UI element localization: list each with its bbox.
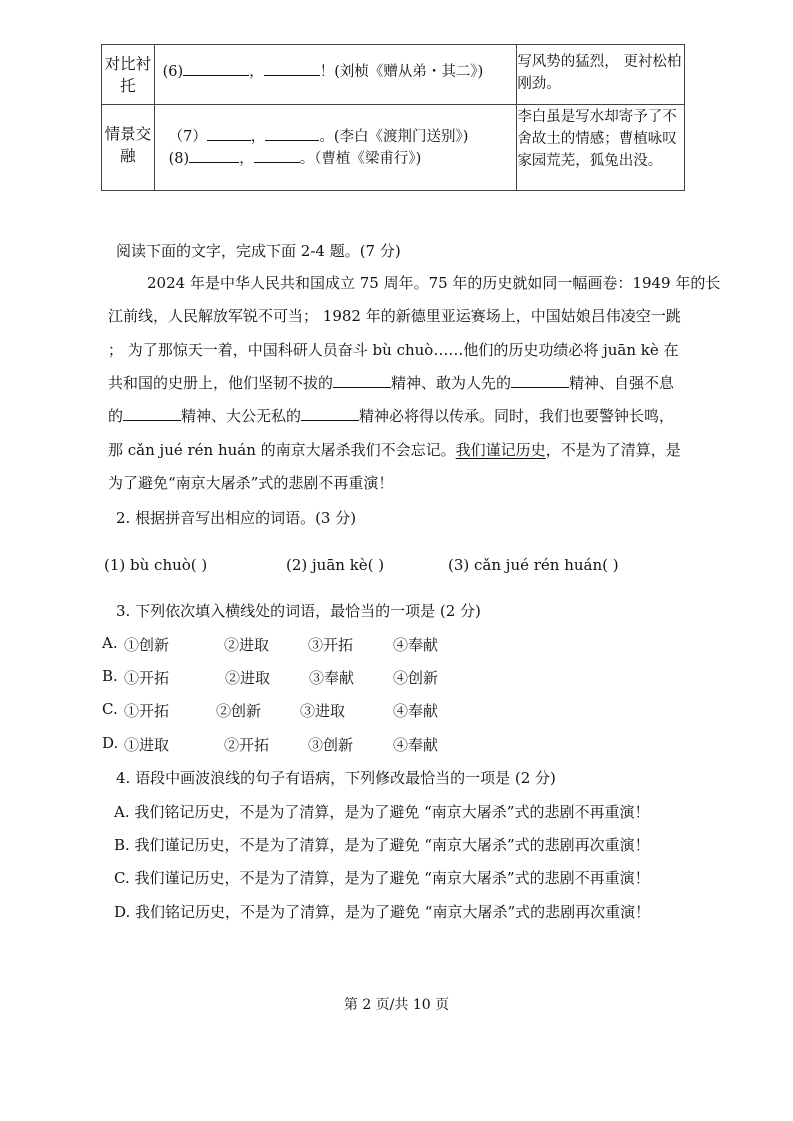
question-3-stem: 3. 下列依次填入横线处的词语，最恰当的一项是 (2 分): [116, 602, 481, 620]
answer-blank[interactable]: [189, 148, 239, 163]
category-line: 情景交: [104, 125, 152, 143]
option-word: ①创新: [124, 636, 170, 654]
quote-source: (刘桢《赠从弟・其二》): [334, 64, 484, 80]
separator: ，: [250, 129, 266, 145]
option-word: ②进取: [224, 636, 270, 654]
passage-text: 的: [108, 407, 124, 425]
wavy-underlined-sentence: 我们谨记历史: [455, 441, 546, 459]
note-cell: [517, 105, 685, 191]
fill-blank[interactable]: [123, 406, 181, 421]
quote-number: （7）: [168, 129, 207, 145]
separator: ，: [239, 151, 254, 167]
fill-blank[interactable]: [333, 373, 391, 388]
note-text: 李白虽是写水却寄予了不舍故土的情感；曹植咏叹家园荒芜，狐兔出没。: [517, 109, 677, 169]
option-word: ④奉献: [393, 636, 439, 654]
option-word: ④奉献: [393, 736, 439, 754]
option-b[interactable]: B. 我们谨记历史，不是为了清算，是为了避免 “南京大屠杀”式的悲剧再次重演！: [114, 836, 650, 854]
passage-text: 精神、大公无私的: [181, 407, 302, 425]
option-word: ③奉献: [309, 669, 355, 687]
option-word: ②进取: [225, 669, 271, 687]
passage-text: 共和国的史册上，他们坚韧不拔的: [108, 374, 334, 392]
passage-intro: 阅读下面的文字，完成下面 2-4 题。(7 分): [116, 242, 401, 260]
quote-cell: [154, 45, 517, 105]
category-cell: [102, 45, 155, 105]
quote-number: (8): [168, 151, 190, 167]
option-word: ①开拓: [124, 702, 170, 720]
fill-blank[interactable]: [301, 406, 359, 421]
option-word: ②创新: [216, 702, 262, 720]
quote-source: (李白《渡荆门送别》): [333, 129, 469, 145]
separator: ，: [249, 64, 264, 80]
page-number: 第 2 页/共 10 页: [343, 997, 450, 1013]
passage-text: 精神、敢为人先的: [391, 374, 512, 392]
option-word: ①开拓: [124, 669, 170, 687]
answer-blank[interactable]: [264, 61, 320, 76]
question-4-stem: 4. 语段中画波浪线的句子有语病，下列修改最恰当的一项是 (2 分): [116, 769, 556, 787]
option-word: ②开拓: [224, 736, 270, 754]
passage-text: 那 cǎn jué rén huán 的南京大屠杀我们不会忘记。: [108, 441, 456, 459]
option-a[interactable]: A. 我们铭记历史，不是为了清算，是为了避免 “南京大屠杀”式的悲剧不再重演！: [114, 803, 650, 821]
answer-blank[interactable]: [265, 126, 319, 141]
q2-item: (1) bù chuò( ): [104, 556, 208, 574]
q2-item: (2) juān kè( ): [286, 556, 385, 574]
punctuation: ！: [319, 64, 335, 80]
passage-line: ； 为了那惊天一着，中国科研人员奋斗 bù chuò……他们的历史功绩必将 juān kè 在: [108, 341, 679, 359]
fill-blank[interactable]: [511, 373, 569, 388]
option-word: ③进取: [300, 702, 346, 720]
answer-blank[interactable]: [183, 61, 249, 76]
quote-source: （曹植《梁甫行》): [314, 151, 422, 167]
option-word: ④创新: [393, 669, 439, 687]
option-c[interactable]: C. 我们谨记历史，不是为了清算，是为了避免 “南京大屠杀”式的悲剧不再重演！: [114, 869, 650, 887]
passage-line: 2024 年是中华人民共和国成立 75 周年。75 年的历史就如同一幅画卷：1949 年的长: [147, 274, 721, 292]
passage-line: [108, 373, 674, 393]
option-word: ③开拓: [308, 636, 354, 654]
option-label: A.: [102, 634, 118, 652]
answer-blank[interactable]: [207, 126, 251, 141]
option-word: ①进取: [124, 736, 170, 754]
option-label: C.: [102, 700, 118, 718]
category-line: 对比衬: [104, 55, 152, 73]
option-word: ④奉献: [393, 702, 439, 720]
passage-line: [108, 406, 674, 426]
punctuation: 。: [299, 151, 315, 167]
poetry-table: [101, 44, 685, 191]
quote-cell: [154, 105, 517, 191]
category-cell: [102, 105, 155, 191]
passage-text: ，不是为了清算，是: [545, 441, 681, 459]
category-line: 托: [120, 77, 136, 95]
answer-blank[interactable]: [254, 148, 300, 163]
passage-line: 为了避免“南京大屠杀”式的悲剧不再重演！: [108, 474, 394, 492]
passage-line: [108, 440, 681, 460]
question-2-stem: 2. 根据拼音写出相应的词语。(3 分): [116, 509, 357, 527]
punctuation: 。: [319, 129, 334, 145]
note-text: 写风势的猛烈， 更衬松柏刚劲。: [517, 54, 682, 92]
q2-item: (3) cǎn jué rén huán( ): [448, 556, 619, 574]
table-row: [102, 105, 685, 191]
option-word: ③创新: [308, 736, 354, 754]
quote-number: (6): [162, 64, 184, 80]
table-row: [102, 45, 685, 105]
note-cell: [517, 45, 685, 105]
option-d[interactable]: D. 我们铭记历史，不是为了清算，是为了避免 “南京大屠杀”式的悲剧再次重演！: [114, 903, 651, 921]
option-label: B.: [102, 667, 118, 685]
passage-text: 精神必将得以传承。同时，我们也要警钟长鸣，: [359, 407, 675, 425]
passage-text: 精神、自强不息: [569, 374, 675, 392]
passage-line: 江前线，人民解放军锐不可当； 1982 年的新德里亚运赛场上，中国姑娘吕伟凌空一跳: [108, 307, 681, 325]
category-line: 融: [120, 147, 136, 165]
option-label: D.: [102, 734, 119, 752]
